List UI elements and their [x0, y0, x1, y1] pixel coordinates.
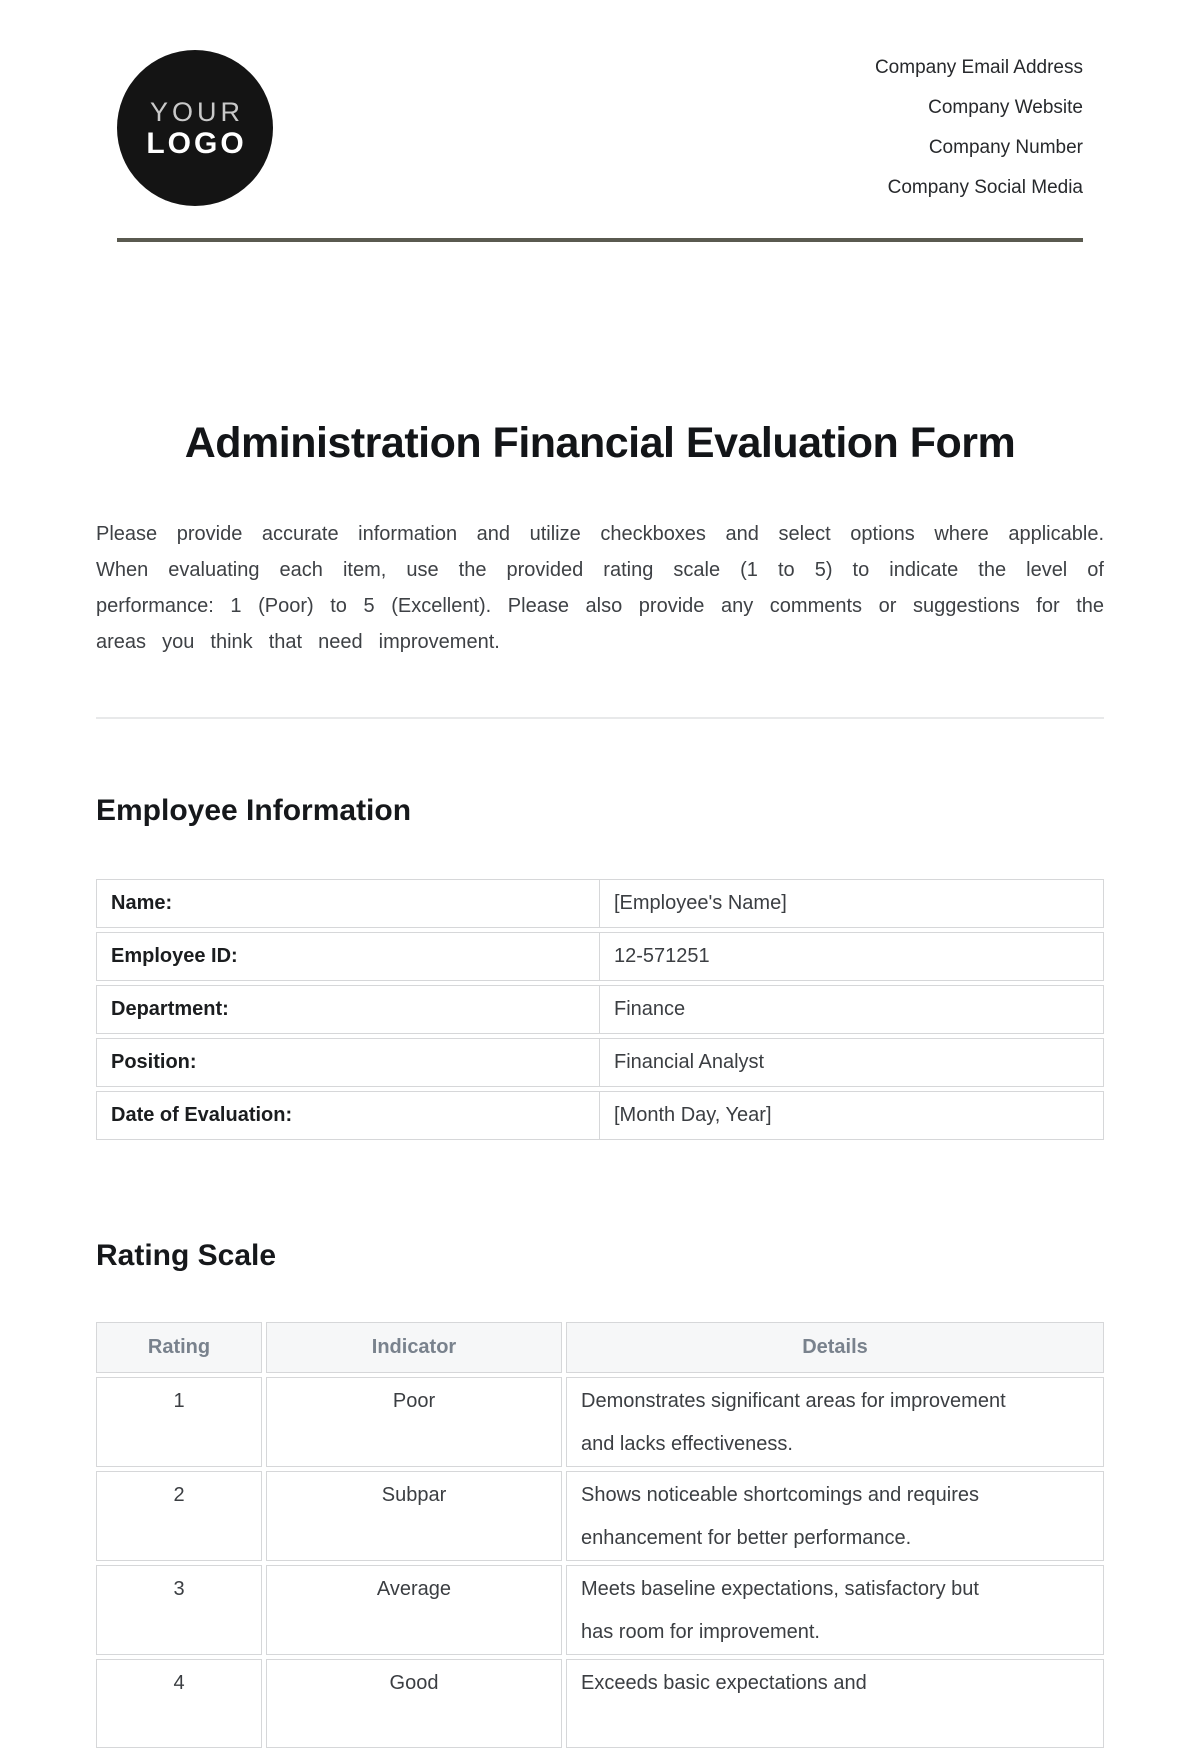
details-column-header: Details — [566, 1322, 1104, 1373]
rating-row-2 — [96, 1471, 1104, 1561]
rating-scale-heading: Rating Scale — [96, 1239, 277, 1272]
intro-paragraph: Please provide accurate information and utilize checkboxes and select options where applicable. When evaluating each item, use the provided rating scale (1 to 5) to indicate the level of performance: 1 (Poor) to 5 (Excellent). Please also provide any comments or suggestions for the areas you think that need improvement. — [96, 523, 1104, 653]
employee-info-table — [96, 879, 1104, 1140]
rating-table-header-row — [96, 1322, 1104, 1373]
table-row-employee-id — [96, 932, 1104, 981]
header-divider — [117, 238, 1083, 242]
details-text: Shows noticeable shortcomings and requires enhancement for better performance. — [581, 1484, 979, 1549]
rating-row-1 — [96, 1377, 1104, 1467]
company-website-line: Company Website — [928, 97, 1083, 118]
evaluation-date-label: Date of Evaluation: — [97, 1092, 600, 1139]
rating-row-4 — [96, 1659, 1104, 1748]
indicator-value: Poor — [266, 1377, 562, 1467]
rating-column-header: Rating — [96, 1322, 262, 1373]
table-row-position — [96, 1038, 1104, 1087]
details-value — [566, 1471, 1104, 1561]
rating-value: 2 — [96, 1471, 262, 1561]
name-label: Name: — [97, 880, 600, 927]
position-value-field[interactable]: Financial Analyst — [614, 1051, 765, 1073]
rating-value: 4 — [96, 1659, 262, 1748]
form-title: Administration Financial Evaluation Form — [184, 419, 1016, 467]
indicator-value: Subpar — [266, 1471, 562, 1561]
section-divider — [96, 717, 1104, 719]
department-value-field[interactable]: Finance — [614, 998, 686, 1020]
rating-value: 3 — [96, 1565, 262, 1655]
department-label: Department: — [97, 986, 600, 1033]
evaluation-date-value-field[interactable]: [Month Day, Year] — [614, 1104, 772, 1126]
details-value — [566, 1565, 1104, 1655]
indicator-value: Good — [266, 1659, 562, 1748]
table-row-department — [96, 985, 1104, 1034]
logo-text-logo: LOGO — [146, 126, 247, 160]
rating-row-3 — [96, 1565, 1104, 1655]
document-header — [96, 0, 1104, 242]
company-number-line: Company Number — [928, 137, 1083, 158]
employee-info-heading: Employee Information — [96, 794, 412, 827]
indicator-value: Average — [266, 1565, 562, 1655]
company-logo-icon — [117, 50, 273, 206]
company-email-line: Company Email Address — [874, 57, 1083, 78]
company-contact-block — [875, 48, 1083, 208]
employee-id-value-field[interactable]: 12-571251 — [614, 945, 710, 967]
logo-text-your: YOUR — [149, 96, 244, 127]
details-text: Meets baseline expectations, satisfactory but has room for improvement. — [581, 1578, 979, 1643]
details-text: Exceeds basic expectations and — [581, 1672, 867, 1694]
details-value — [566, 1659, 1104, 1748]
rating-value: 1 — [96, 1377, 262, 1467]
company-social-line: Company Social Media — [887, 177, 1083, 198]
name-value-field[interactable]: [Employee's Name] — [614, 892, 787, 914]
position-label: Position: — [97, 1039, 600, 1086]
details-value — [566, 1377, 1104, 1467]
indicator-column-header: Indicator — [266, 1322, 562, 1373]
rating-scale-table — [96, 1322, 1104, 1748]
details-text: Demonstrates significant areas for improvement and lacks effectiveness. — [581, 1390, 1006, 1455]
employee-id-label: Employee ID: — [97, 933, 600, 980]
table-row-evaluation-date — [96, 1091, 1104, 1140]
table-row-name — [96, 879, 1104, 928]
